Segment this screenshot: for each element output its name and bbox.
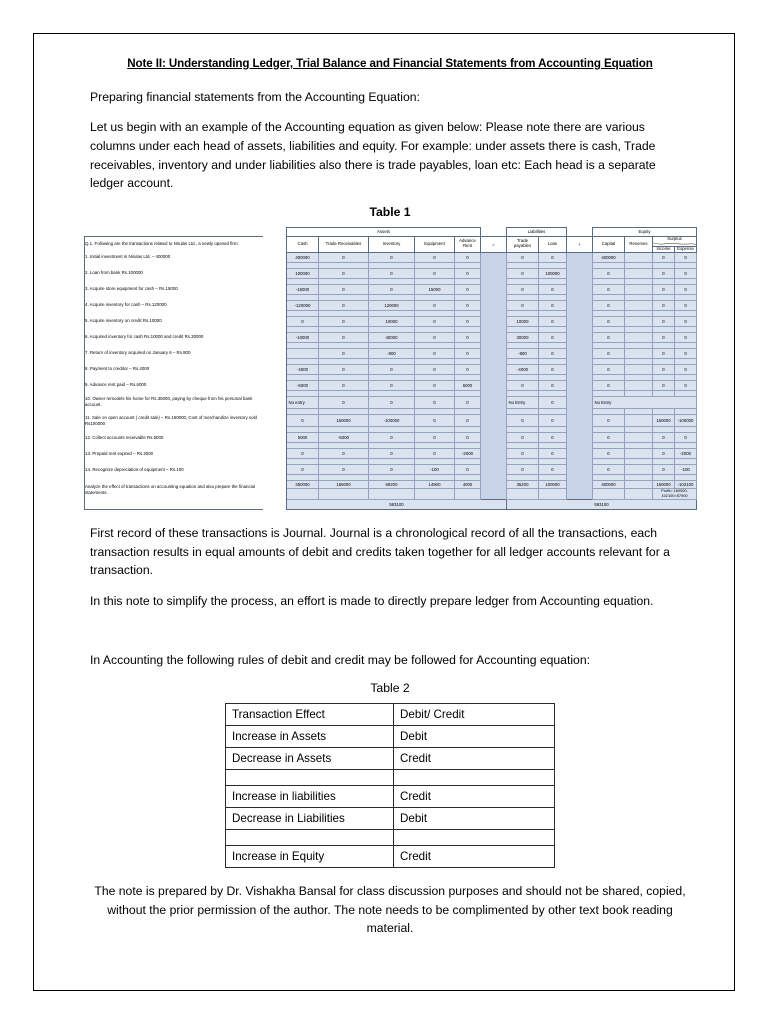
cell-equipment: 0 xyxy=(415,396,455,408)
separator-cell xyxy=(481,396,507,408)
cell-trade-receivables: 0 xyxy=(319,449,369,459)
separator-cell xyxy=(481,415,507,427)
document-page xyxy=(33,33,735,991)
cell-income: 160000 xyxy=(653,415,675,427)
col-header-income: Income xyxy=(653,246,675,252)
table2-row xyxy=(226,808,555,830)
col-header-expense: Expense xyxy=(675,246,697,252)
cell-cash: 0 xyxy=(287,465,319,475)
transaction-label: 12. Collect accounts receivable Rs.5000 xyxy=(85,433,263,443)
total-income: 160000 xyxy=(653,481,675,489)
cell-capital: No Entry xyxy=(593,396,697,408)
cell-capital: 0 xyxy=(593,284,625,294)
table2-row xyxy=(226,786,555,808)
cell-reserves xyxy=(625,348,653,358)
spacer xyxy=(90,623,690,651)
gutter-cell xyxy=(263,481,287,489)
separator-cell xyxy=(481,268,507,278)
table2-container xyxy=(90,703,690,868)
cell-reserves xyxy=(625,465,653,475)
cell-loan: 0 xyxy=(539,348,567,358)
gutter-cell xyxy=(263,396,287,408)
transaction-label: 8. Payment to creditor – Rs.4000 xyxy=(85,364,263,374)
cell-equipment: 0 xyxy=(415,316,455,326)
table2-effect-cell: Transaction Effect xyxy=(226,704,394,726)
table2-spacer-row xyxy=(226,830,555,846)
cell-cash: -6000 xyxy=(287,380,319,390)
cell-trade-payables: 0 xyxy=(507,300,539,310)
table2-row xyxy=(226,846,555,868)
table2-caption: Table 2 xyxy=(370,681,410,696)
table2-debit-credit-cell: Debit xyxy=(394,726,555,748)
cell-trade-payables: -800 xyxy=(507,348,539,358)
cell-inventory: 0 xyxy=(369,268,415,278)
cell-trade-payables: 0 xyxy=(507,268,539,278)
cell-trade-receivables: 0 xyxy=(319,396,369,408)
paragraph-3: In this note to simplify the process, an effort is made to directly prepare ledger from Accounting equation. xyxy=(90,594,654,609)
separator-cell xyxy=(567,380,593,390)
transaction-label: 10. Owner remodels his home for Rs.35000, paying by cheque from his personal bank account. xyxy=(85,396,263,408)
cell-loan: 0 xyxy=(539,449,567,459)
cell-expense: 0 xyxy=(675,284,697,294)
separator-cell xyxy=(481,364,507,374)
cell-loan: 100000 xyxy=(539,268,567,278)
separator-cell xyxy=(481,465,507,475)
cell-capital: 0 xyxy=(593,268,625,278)
separator-cell xyxy=(567,433,593,443)
table2-debit-credit-cell: Credit xyxy=(394,786,555,808)
cell-inventory: 0 xyxy=(369,284,415,294)
intro-line: Preparing financial statements from the Accounting Equation: xyxy=(90,89,420,104)
paragraph-2: First record of these transactions is Journal. Journal is a chronological record of all the transactions, each transaction results in equal amounts of debit and credits taken together for all ledger accounts relevant for a transaction. xyxy=(90,526,670,578)
cell-trade-payables: 0 xyxy=(507,284,539,294)
cell-expense: 0 xyxy=(675,433,697,443)
table2-row xyxy=(226,726,555,748)
cell-trade-receivables: 0 xyxy=(319,284,369,294)
cell-trade-receivables: 0 xyxy=(319,332,369,342)
closing-instruction: Analyze the effect of transactions on accounting equation and also prepare the financial statements. xyxy=(85,481,263,500)
cell-capital: 0 xyxy=(593,433,625,443)
cell-loan: 0 xyxy=(539,252,567,262)
cell-advance-rent: 0 xyxy=(455,433,481,443)
cell-income: 0 xyxy=(653,300,675,310)
col-header-trade-payables: Trade payables xyxy=(507,236,539,252)
cell-reserves xyxy=(625,268,653,278)
cell-advance-rent: 0 xyxy=(455,465,481,475)
cell-income: 0 xyxy=(653,284,675,294)
transaction-label: 4. Acquire inventory for cash – Rs.120000 xyxy=(85,300,263,310)
cell-expense: 0 xyxy=(675,300,697,310)
cell-cash: -4000 xyxy=(287,364,319,374)
ledger-table-container xyxy=(84,227,694,510)
document-content xyxy=(85,56,694,937)
cell-reserves xyxy=(625,332,653,342)
separator-cell xyxy=(567,415,593,427)
paragraph-4: In Accounting the following rules of debit and credit may be followed for Accounting equation: xyxy=(90,652,591,667)
cell-cash: 0 xyxy=(287,316,319,326)
cell-loan: 0 xyxy=(539,364,567,374)
cell-income: 0 xyxy=(653,316,675,326)
separator-cell xyxy=(481,433,507,443)
separator-cell xyxy=(567,252,593,262)
cell-inventory: 0 xyxy=(369,364,415,374)
table2-debit-credit-cell: Debit/ Credit xyxy=(394,704,555,726)
grand-total-label xyxy=(85,500,263,510)
grand-total-assets: 593100 xyxy=(287,500,507,510)
surplus-wave-divider xyxy=(653,242,696,246)
separator-cell xyxy=(481,284,507,294)
cell-advance-rent: 0 xyxy=(455,396,481,408)
cell-income: 0 xyxy=(653,364,675,374)
cell-cash: No entry xyxy=(287,396,319,408)
cell-trade-receivables: 0 xyxy=(319,364,369,374)
cell-advance-rent: 0 xyxy=(455,332,481,342)
gutter-cell xyxy=(263,489,287,500)
cell-expense: 0 xyxy=(675,316,697,326)
cell-trade-receivables: -5000 xyxy=(319,433,369,443)
cell-income: 0 xyxy=(653,252,675,262)
group-sep-equals xyxy=(481,227,507,236)
cell-loan: 0 xyxy=(539,332,567,342)
transaction-label: 11. Sale on open account ( credit sale) – Rs.160000, Cost of merchandize inventory sold Rs100000 xyxy=(85,415,263,427)
cell-reserves xyxy=(625,284,653,294)
separator-cell xyxy=(481,332,507,342)
gutter-cell xyxy=(263,236,287,252)
cell-trade-payables: 0 xyxy=(507,465,539,475)
transaction-label: 7. Return of inventory acquired on January 6 – Rs.800 xyxy=(85,348,263,358)
cell-capital: 400000 xyxy=(593,252,625,262)
cell-advance-rent: 0 xyxy=(455,284,481,294)
cell-expense: -100 xyxy=(675,465,697,475)
col-header-capital: Capital xyxy=(593,236,625,252)
cell-advance-rent: 0 xyxy=(455,415,481,427)
cell-trade-payables: -4000 xyxy=(507,364,539,374)
cell-equipment: 0 xyxy=(415,364,455,374)
gutter-cell xyxy=(263,300,287,310)
cell-income: 0 xyxy=(653,380,675,390)
separator-cell xyxy=(567,284,593,294)
cell-capital: 0 xyxy=(593,316,625,326)
total-equipment: 14900 xyxy=(415,481,455,489)
table2-effect-cell: Increase in Equity xyxy=(226,846,394,868)
cell-cash: -120000 xyxy=(287,300,319,310)
separator-cell xyxy=(481,481,507,489)
cell-equipment: 0 xyxy=(415,252,455,262)
cell-cash: 0 xyxy=(287,415,319,427)
table2-effect-cell: Decrease in Assets xyxy=(226,748,394,770)
ledger-corner xyxy=(85,227,263,236)
transaction-label: 13. Prepaid rent expired – Rs.2000 xyxy=(85,449,263,459)
cell-inventory: -100000 xyxy=(369,415,415,427)
separator-cell xyxy=(567,348,593,358)
separator-cell xyxy=(481,316,507,326)
cell-inventory: 0 xyxy=(369,465,415,475)
cell-capital: 0 xyxy=(593,465,625,475)
separator-cell xyxy=(567,364,593,374)
cell-income: 0 xyxy=(653,449,675,459)
transaction-label: 14. Recognize depreciation of equipment – Rs.100 xyxy=(85,465,263,475)
cell-inventory: 10000 xyxy=(369,316,415,326)
col-header-cash: Cash xyxy=(287,236,319,252)
transaction-label: 6. Acquired inventory for cash Rs.10000 and credit Rs.30000 xyxy=(85,332,263,342)
cell-trade-receivables: 160000 xyxy=(319,415,369,427)
total-advance-rent: 4000 xyxy=(455,481,481,489)
table2-row xyxy=(226,748,555,770)
col-header-reserves: Reserves xyxy=(625,236,653,252)
cell-expense: -2000 xyxy=(675,449,697,459)
cell-reserves xyxy=(625,364,653,374)
transaction-label: 1. Initial investment in Nirulas Ltd. – 400000 xyxy=(85,252,263,262)
group-header-equity: Equity xyxy=(593,227,697,236)
transaction-label: 3. Acquire store equipment for cash – Rs.15000 xyxy=(85,284,263,294)
group-header-assets: Assets xyxy=(287,227,481,236)
transaction-label: 9. Advance rent paid – Rs.6000 xyxy=(85,380,263,390)
page-title: Note II: Understanding Ledger, Trial Balance and Financial Statements from Accounting Equation xyxy=(127,57,653,70)
col-header-equipment: Equipment xyxy=(415,236,455,252)
cell-income: 0 xyxy=(653,348,675,358)
cell-inventory: 0 xyxy=(369,433,415,443)
table2-effect-cell: Increase in liabilities xyxy=(226,786,394,808)
table2-debit-credit-cell xyxy=(394,830,555,846)
cell-income: 0 xyxy=(653,433,675,443)
ledger-gutter xyxy=(263,227,287,236)
col-header-inventory: Inventory xyxy=(369,236,415,252)
cell-capital: 0 xyxy=(593,415,625,427)
col-header-loan: Loan xyxy=(539,236,567,252)
separator-cell xyxy=(567,332,593,342)
cell-advance-rent: 0 xyxy=(455,268,481,278)
cell-trade-receivables: 0 xyxy=(319,252,369,262)
cell-expense: -100000 xyxy=(675,415,697,427)
table1-caption: Table 1 xyxy=(369,204,411,219)
cell-trade-payables: 0 xyxy=(507,449,539,459)
cell-inventory: 0 xyxy=(369,449,415,459)
separator-cell xyxy=(567,300,593,310)
separator-cell xyxy=(567,465,593,475)
table2-effect-cell: Decrease in Liabilities xyxy=(226,808,394,830)
cell-loan: 0 xyxy=(539,415,567,427)
gutter-cell xyxy=(263,500,287,510)
col-header-advance-rent: Advance Rent xyxy=(455,236,481,252)
cell-inventory: 40000 xyxy=(369,332,415,342)
cell-trade-payables: 10000 xyxy=(507,316,539,326)
cell-capital: 0 xyxy=(593,332,625,342)
total-expense: -102100 xyxy=(675,481,697,489)
transaction-label: 5. Acquire inventory on credit Rs.10000 xyxy=(85,316,263,326)
gutter-cell xyxy=(263,364,287,374)
separator-cell xyxy=(481,489,507,500)
table2-row xyxy=(226,704,555,726)
gutter-cell xyxy=(263,284,287,294)
cell-trade-payables: 30000 xyxy=(507,332,539,342)
table2-debit-credit-cell: Credit xyxy=(394,846,555,868)
paragraph-1: Let us begin with an example of the Accounting equation as given below: Please note there are various columns under each head of assets, liabilities and equity. For example: under assets there is cash, Trade receivables, inventory and under liabilities also there is trade payables, loan etc: Each head is a separate ledger account. xyxy=(90,120,656,191)
separator-cell xyxy=(481,348,507,358)
cell-income: 0 xyxy=(653,268,675,278)
table2-effect-cell xyxy=(226,830,394,846)
total-reserves xyxy=(625,481,653,489)
cell-expense: 0 xyxy=(675,364,697,374)
profit-note: Profit= 160000-102100=57900 xyxy=(653,489,697,500)
cell-cash: 0 xyxy=(287,449,319,459)
total-cash: 350000 xyxy=(287,481,319,489)
cell-inventory: 0 xyxy=(369,396,415,408)
cell-equipment: 0 xyxy=(415,449,455,459)
cell-loan: 0 xyxy=(539,465,567,475)
cell-capital: 0 xyxy=(593,380,625,390)
total-inventory: 69200 xyxy=(369,481,415,489)
cell-trade-receivables: 0 xyxy=(319,465,369,475)
gutter-cell xyxy=(263,332,287,342)
cell-reserves xyxy=(625,415,653,427)
cell-advance-rent: -2000 xyxy=(455,449,481,459)
cell-equipment: 0 xyxy=(415,415,455,427)
gutter-cell xyxy=(263,449,287,459)
separator-cell xyxy=(567,481,593,489)
cell-trade-payables: 0 xyxy=(507,252,539,262)
debit-credit-rules-table xyxy=(225,703,555,868)
cell-inventory: 120000 xyxy=(369,300,415,310)
gutter-cell xyxy=(263,252,287,262)
group-sep-plus xyxy=(567,227,593,236)
cell-income: 0 xyxy=(653,465,675,475)
col-header-trade-receivables: Trade Receivables xyxy=(319,236,369,252)
table2-debit-credit-cell xyxy=(394,770,555,786)
cell-loan: 0 xyxy=(539,396,567,408)
cell-cash: -15000 xyxy=(287,284,319,294)
cell-equipment: 0 xyxy=(415,433,455,443)
question-cell: Q.1. Following are the transactions related to Nirulas Ltd., a newly opened firm: xyxy=(85,236,263,252)
cell-cash: 100000 xyxy=(287,268,319,278)
grand-total-equity: 593100 xyxy=(507,500,697,510)
cell-cash: 5000 xyxy=(287,433,319,443)
gutter-cell xyxy=(263,465,287,475)
cell-inventory: 0 xyxy=(369,380,415,390)
separator-cell xyxy=(481,252,507,262)
cell-trade-receivables: 0 xyxy=(319,380,369,390)
separator-cell xyxy=(481,449,507,459)
cell-equipment: 0 xyxy=(415,300,455,310)
cell-reserves xyxy=(625,300,653,310)
cell-inventory: -800 xyxy=(369,348,415,358)
cell-capital: 0 xyxy=(593,300,625,310)
gutter-cell xyxy=(263,433,287,443)
cell-reserves xyxy=(625,433,653,443)
cell-loan: 0 xyxy=(539,380,567,390)
cell-inventory: 0 xyxy=(369,252,415,262)
separator-cell xyxy=(567,449,593,459)
cell-reserves xyxy=(625,316,653,326)
cell-capital: 0 xyxy=(593,364,625,374)
col-header-surplus: Surplus xyxy=(653,236,697,246)
total-capital: 400000 xyxy=(593,481,625,489)
separator-cell xyxy=(567,489,593,500)
table2-effect-cell xyxy=(226,770,394,786)
separator-cell xyxy=(481,380,507,390)
cell-trade-receivables: 0 xyxy=(319,300,369,310)
cell-equipment: 15000 xyxy=(415,284,455,294)
cell-trade-payables: 0 xyxy=(507,433,539,443)
cell-trade-receivables: 0 xyxy=(319,268,369,278)
cell-advance-rent: 0 xyxy=(455,252,481,262)
cell-expense: 0 xyxy=(675,268,697,278)
table2-spacer-row xyxy=(226,770,555,786)
gutter-cell xyxy=(263,316,287,326)
cell-trade-receivables: 0 xyxy=(319,316,369,326)
cell-advance-rent: 0 xyxy=(455,300,481,310)
separator-cell xyxy=(567,268,593,278)
cell-trade-payables: No Entry xyxy=(507,396,539,408)
gutter-cell xyxy=(263,415,287,427)
cell-cash: -10000 xyxy=(287,332,319,342)
cell-advance-rent: 0 xyxy=(455,316,481,326)
table2-effect-cell: Increase in Assets xyxy=(226,726,394,748)
cell-trade-payables: 0 xyxy=(507,415,539,427)
table2-debit-credit-cell: Debit xyxy=(394,808,555,830)
cell-loan: 0 xyxy=(539,300,567,310)
cell-loan: 0 xyxy=(539,433,567,443)
cell-capital: 0 xyxy=(593,449,625,459)
gutter-cell xyxy=(263,380,287,390)
cell-reserves xyxy=(625,449,653,459)
col-header-equals-sign: = xyxy=(481,236,507,252)
total-trade-receivables: 155000 xyxy=(319,481,369,489)
cell-capital: 0 xyxy=(593,348,625,358)
cell-advance-rent: 6000 xyxy=(455,380,481,390)
gutter-cell xyxy=(263,268,287,278)
cell-loan: 0 xyxy=(539,284,567,294)
cell-expense: 0 xyxy=(675,252,697,262)
separator-cell xyxy=(567,316,593,326)
cell-expense: 0 xyxy=(675,380,697,390)
cell-advance-rent: 0 xyxy=(455,348,481,358)
gutter-cell xyxy=(263,348,287,358)
accounting-equation-table xyxy=(84,227,697,510)
cell-equipment: 0 xyxy=(415,332,455,342)
cell-advance-rent: 0 xyxy=(455,364,481,374)
cell-equipment: 0 xyxy=(415,348,455,358)
cell-equipment: -100 xyxy=(415,465,455,475)
cell-reserves xyxy=(625,380,653,390)
cell-expense: 0 xyxy=(675,332,697,342)
cell-loan: 0 xyxy=(539,316,567,326)
col-header-plus-sign: + xyxy=(567,236,593,252)
cell-trade-receivables: 0 xyxy=(319,348,369,358)
transaction-label: 2. Loan from bank Rs.100000 xyxy=(85,268,263,278)
total-trade-payables: 35200 xyxy=(507,481,539,489)
group-header-liabilities: Liabilities xyxy=(507,227,567,236)
cell-reserves xyxy=(625,252,653,262)
cell-trade-payables: 0 xyxy=(507,380,539,390)
total-loan: 100000 xyxy=(539,481,567,489)
table2-debit-credit-cell: Credit xyxy=(394,748,555,770)
cell-equipment: 0 xyxy=(415,268,455,278)
separator-cell xyxy=(567,396,593,408)
footer-disclaimer: The note is prepared by Dr. Vishakha Bansal for class discussion purposes and should not be shared, copied, without the prior permission of the author. The note needs to be complimented by other text book reading material. xyxy=(94,884,686,936)
cell-cash: 400000 xyxy=(287,252,319,262)
cell-income: 0 xyxy=(653,332,675,342)
cell-equipment: 0 xyxy=(415,380,455,390)
cell-expense: 0 xyxy=(675,348,697,358)
cell-cash xyxy=(287,348,319,358)
separator-cell xyxy=(481,300,507,310)
